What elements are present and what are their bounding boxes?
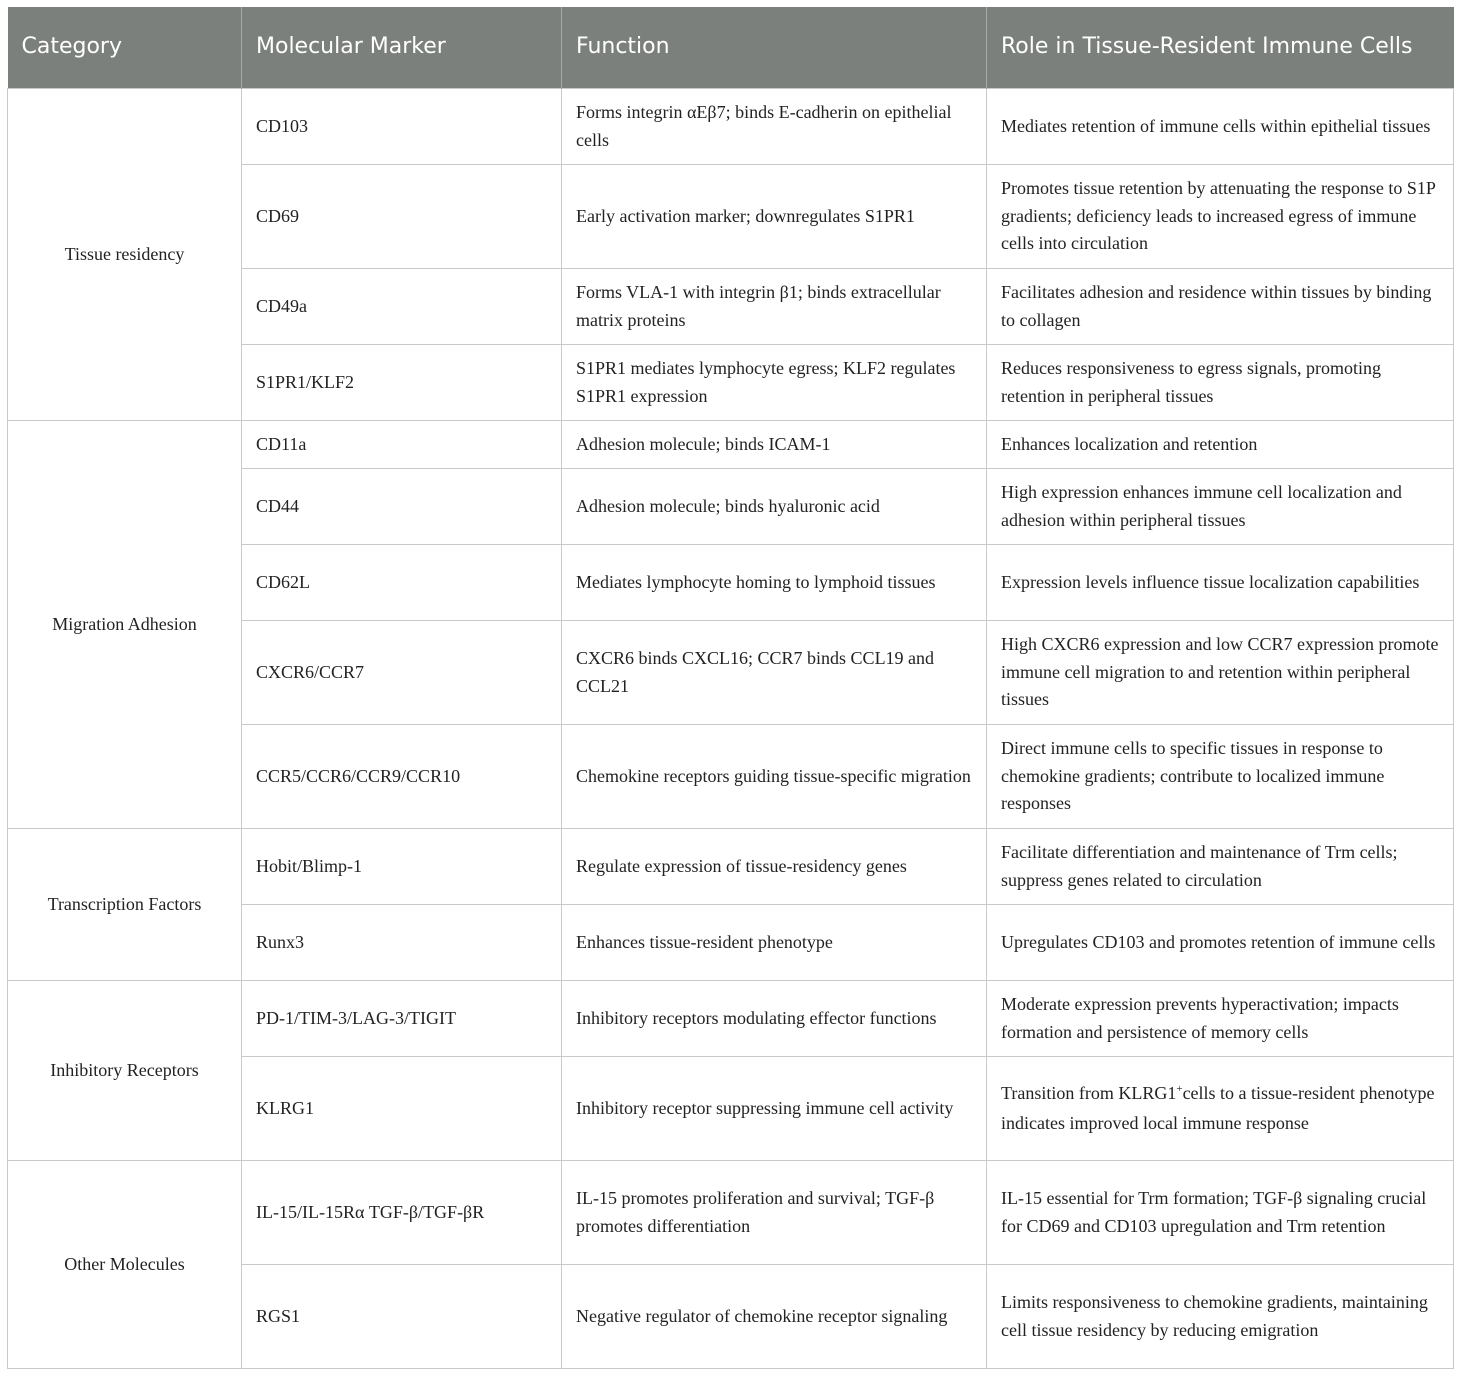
- function-cell: Forms integrin αEβ7; binds E-cadherin on epithelial cells: [562, 88, 987, 164]
- marker-cell: Runx3: [242, 904, 562, 980]
- category-cell: Inhibitory Receptors: [8, 980, 242, 1160]
- role-text-suffix: cells to a tissue-resident phenotype indicates improved local immune response: [1001, 1082, 1435, 1133]
- header-row: [8, 7, 1454, 88]
- marker-cell: CD44: [242, 468, 562, 544]
- marker-cell: CCR5/CCR6/CCR9/CCR10: [242, 724, 562, 828]
- marker-cell: S1PR1/KLF2: [242, 344, 562, 420]
- table-row: [8, 88, 1454, 164]
- function-cell: Enhances tissue-resident phenotype: [562, 904, 987, 980]
- function-cell: Inhibitory receptors modulating effector functions: [562, 980, 987, 1056]
- marker-cell: PD-1/TIM-3/LAG-3/TIGIT: [242, 980, 562, 1056]
- role-cell: Upregulates CD103 and promotes retention of immune cells: [987, 904, 1454, 980]
- function-cell: Chemokine receptors guiding tissue-specific migration: [562, 724, 987, 828]
- role-cell: Limits responsiveness to chemokine gradients, maintaining cell tissue residency by reducing emigration: [987, 1264, 1454, 1368]
- role-cell: Direct immune cells to specific tissues in response to chemokine gradients; contribute to localized immune responses: [987, 724, 1454, 828]
- function-cell: Regulate expression of tissue-residency genes: [562, 828, 987, 904]
- marker-cell: IL-15/IL-15Rα TGF-β/TGF-βR: [242, 1160, 562, 1264]
- marker-cell: CXCR6/CCR7: [242, 620, 562, 724]
- header-function: Function: [562, 7, 987, 88]
- role-cell: Facilitate differentiation and maintenance of Trm cells; suppress genes related to circulation: [987, 828, 1454, 904]
- marker-cell: CD69: [242, 164, 562, 268]
- function-cell: Early activation marker; downregulates S1PR1: [562, 164, 987, 268]
- marker-cell: CD11a: [242, 420, 562, 468]
- role-cell: Mediates retention of immune cells within epithelial tissues: [987, 88, 1454, 164]
- function-cell: S1PR1 mediates lymphocyte egress; KLF2 regulates S1PR1 expression: [562, 344, 987, 420]
- category-cell: Migration Adhesion: [8, 420, 242, 828]
- function-cell: CXCR6 binds CXCL16; CCR7 binds CCL19 and CCL21: [562, 620, 987, 724]
- marker-cell: KLRG1: [242, 1056, 562, 1160]
- superscript-plus: +: [1176, 1082, 1183, 1095]
- marker-cell: CD62L: [242, 544, 562, 620]
- table-row: [8, 828, 1454, 904]
- role-cell: Expression levels influence tissue localization capabilities: [987, 544, 1454, 620]
- function-cell: Negative regulator of chemokine receptor signaling: [562, 1264, 987, 1368]
- function-cell: Forms VLA-1 with integrin β1; binds extracellular matrix proteins: [562, 268, 987, 344]
- header-role: Role in Tissue-Resident Immune Cells: [987, 7, 1454, 88]
- marker-cell: CD49a: [242, 268, 562, 344]
- role-cell: Moderate expression prevents hyperactivation; impacts formation and persistence of memory cells: [987, 980, 1454, 1056]
- marker-cell: RGS1: [242, 1264, 562, 1368]
- table-row: [8, 1160, 1454, 1264]
- role-cell: High CXCR6 expression and low CCR7 expression promote immune cell migration to and retention within peripheral tissues: [987, 620, 1454, 724]
- role-cell: Reduces responsiveness to egress signals, promoting retention in peripheral tissues: [987, 344, 1454, 420]
- header-molecular-marker: Molecular Marker: [242, 7, 562, 88]
- category-cell: Transcription Factors: [8, 828, 242, 980]
- role-text-prefix: Transition from KLRG1: [1001, 1082, 1177, 1103]
- role-cell: [987, 1056, 1454, 1160]
- role-cell: Facilitates adhesion and residence within tissues by binding to collagen: [987, 268, 1454, 344]
- table-row: [8, 420, 1454, 468]
- function-cell: Adhesion molecule; binds hyaluronic acid: [562, 468, 987, 544]
- header-category: Category: [8, 7, 242, 88]
- function-cell: Mediates lymphocyte homing to lymphoid tissues: [562, 544, 987, 620]
- function-cell: Inhibitory receptor suppressing immune cell activity: [562, 1056, 987, 1160]
- table-row: [8, 980, 1454, 1056]
- role-cell: Enhances localization and retention: [987, 420, 1454, 468]
- category-cell: Tissue residency: [8, 88, 242, 420]
- category-cell: Other Molecules: [8, 1160, 242, 1368]
- marker-table: [7, 7, 1454, 1369]
- marker-cell: CD103: [242, 88, 562, 164]
- function-cell: IL-15 promotes proliferation and survival; TGF-β promotes differentiation: [562, 1160, 987, 1264]
- role-cell: Promotes tissue retention by attenuating the response to S1P gradients; deficiency leads to increased egress of immune cells into circulation: [987, 164, 1454, 268]
- function-cell: Adhesion molecule; binds ICAM-1: [562, 420, 987, 468]
- role-cell: IL-15 essential for Trm formation; TGF-β signaling crucial for CD69 and CD103 upregulation and Trm retention: [987, 1160, 1454, 1264]
- marker-cell: Hobit/Blimp-1: [242, 828, 562, 904]
- role-cell: High expression enhances immune cell localization and adhesion within peripheral tissues: [987, 468, 1454, 544]
